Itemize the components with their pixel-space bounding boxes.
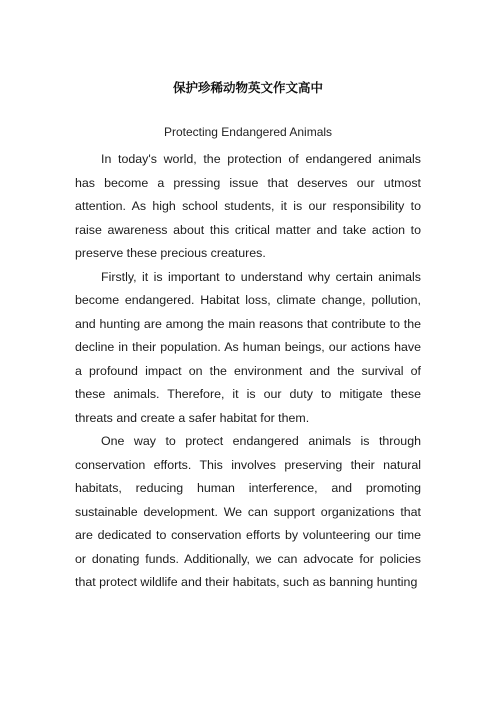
paragraph: One way to protect endangered animals is through conservation efforts. This involves preserving their natural habitats, reducing human interference, and promoting sustainable development. We can support organizations that are dedicated to conservation efforts by volunteering our time or donating funds. Additionally, we can advocate for policies that protect wildlife and their habitats, such as banning hunting — [75, 434, 421, 589]
paragraph: Firstly, it is important to understand why certain animals become endangered. Habitat loss, climate change, pollution, and hunting are among the main reasons that contribute to the decline in their population. As human beings, our actions have a profound impact on the environment and the survival of these animals. Therefore, it is our duty to mitigate these threats and create a safer habitat for them. — [75, 269, 421, 425]
paragraph: In today's world, the protection of endangered animals has become a pressing issue that deserves our utmost attention. As high school students, it is our responsibility to raise awareness about this critical matter and take action to preserve these precious creatures. — [75, 152, 421, 260]
document-title: 保护珍稀动物英文作文高中 — [172, 80, 323, 95]
essay-heading: Protecting Endangered Animals — [163, 125, 333, 139]
essay-body — [75, 148, 421, 595]
